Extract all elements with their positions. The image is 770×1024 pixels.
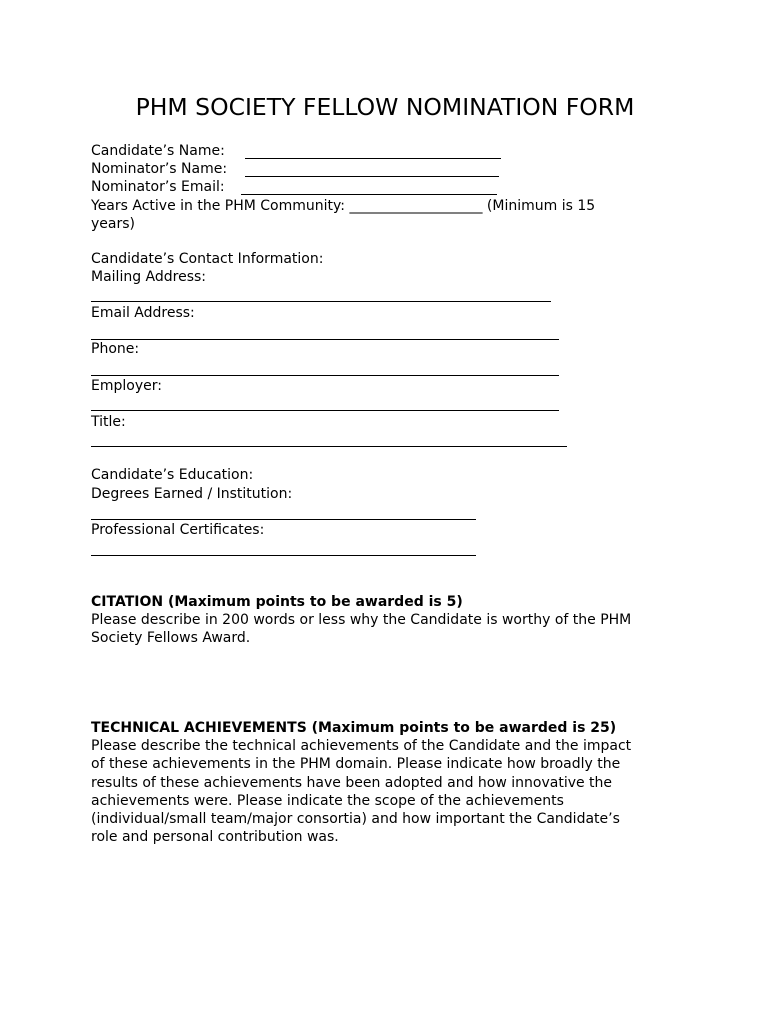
technical-line: Please describe the technical achievements of the Candidate and the impact [91, 738, 632, 755]
candidate-name-label: Candidate’s Name: [91, 143, 225, 159]
education-heading: Candidate’s Education: [91, 467, 254, 483]
technical-section [91, 719, 631, 846]
years-active-blank[interactable]: ___________________ [349, 198, 483, 214]
nominator-email-label: Nominator’s Email: [91, 179, 225, 195]
title-label: Title: [91, 414, 126, 430]
technical-line: (individual/small team/major consortia) and how important the Candidate’s [91, 811, 620, 828]
nominator-name-line[interactable] [245, 176, 499, 177]
nominator-email-line[interactable] [241, 194, 497, 195]
years-active-text: Years Active in the PHM Community: [91, 198, 346, 214]
nominator-name-label: Nominator’s Name: [91, 161, 228, 177]
years-active-note-cont: years) [91, 216, 135, 232]
certificates-label: Professional Certificates: [91, 522, 265, 538]
degrees-label: Degrees Earned / Institution: [91, 486, 293, 502]
phone-label: Phone: [91, 341, 140, 357]
title-line[interactable] [91, 446, 567, 447]
technical-line: results of these achievements have been adopted and how innovative the [91, 774, 613, 791]
degrees-line[interactable] [91, 519, 476, 520]
citation-section [91, 593, 631, 648]
form-title: PHM SOCIETY FELLOW NOMINATION FORM [135, 93, 635, 121]
citation-line: Society Fellows Award. [91, 630, 251, 647]
technical-line: achievements were. Please indicate the scope of the achievements [91, 792, 564, 809]
phone-line[interactable] [91, 375, 559, 376]
mailing-address-line[interactable] [91, 301, 551, 302]
contact-heading: Candidate’s Contact Information: [91, 251, 324, 267]
email-address-line[interactable] [91, 339, 559, 340]
citation-heading: CITATION (Maximum points to be awarded is 5) [91, 594, 463, 610]
citation-line: Please describe in 200 words or less why the Candidate is worthy of the PHM [91, 612, 632, 629]
technical-line: of these achievements in the PHM domain. Please indicate how broadly the [91, 756, 621, 773]
employer-line[interactable] [91, 410, 559, 411]
email-address-label: Email Address: [91, 305, 195, 321]
technical-heading: TECHNICAL ACHIEVEMENTS (Maximum points to be awarded is 25) [91, 720, 617, 736]
candidate-name-line[interactable] [245, 158, 501, 159]
certificates-line[interactable] [91, 555, 476, 556]
mailing-address-label: Mailing Address: [91, 269, 207, 285]
years-active-note: (Minimum is 15 [486, 198, 596, 214]
technical-line: role and personal contribution was. [91, 829, 339, 846]
employer-label: Employer: [91, 378, 162, 394]
years-active-label [91, 197, 595, 215]
